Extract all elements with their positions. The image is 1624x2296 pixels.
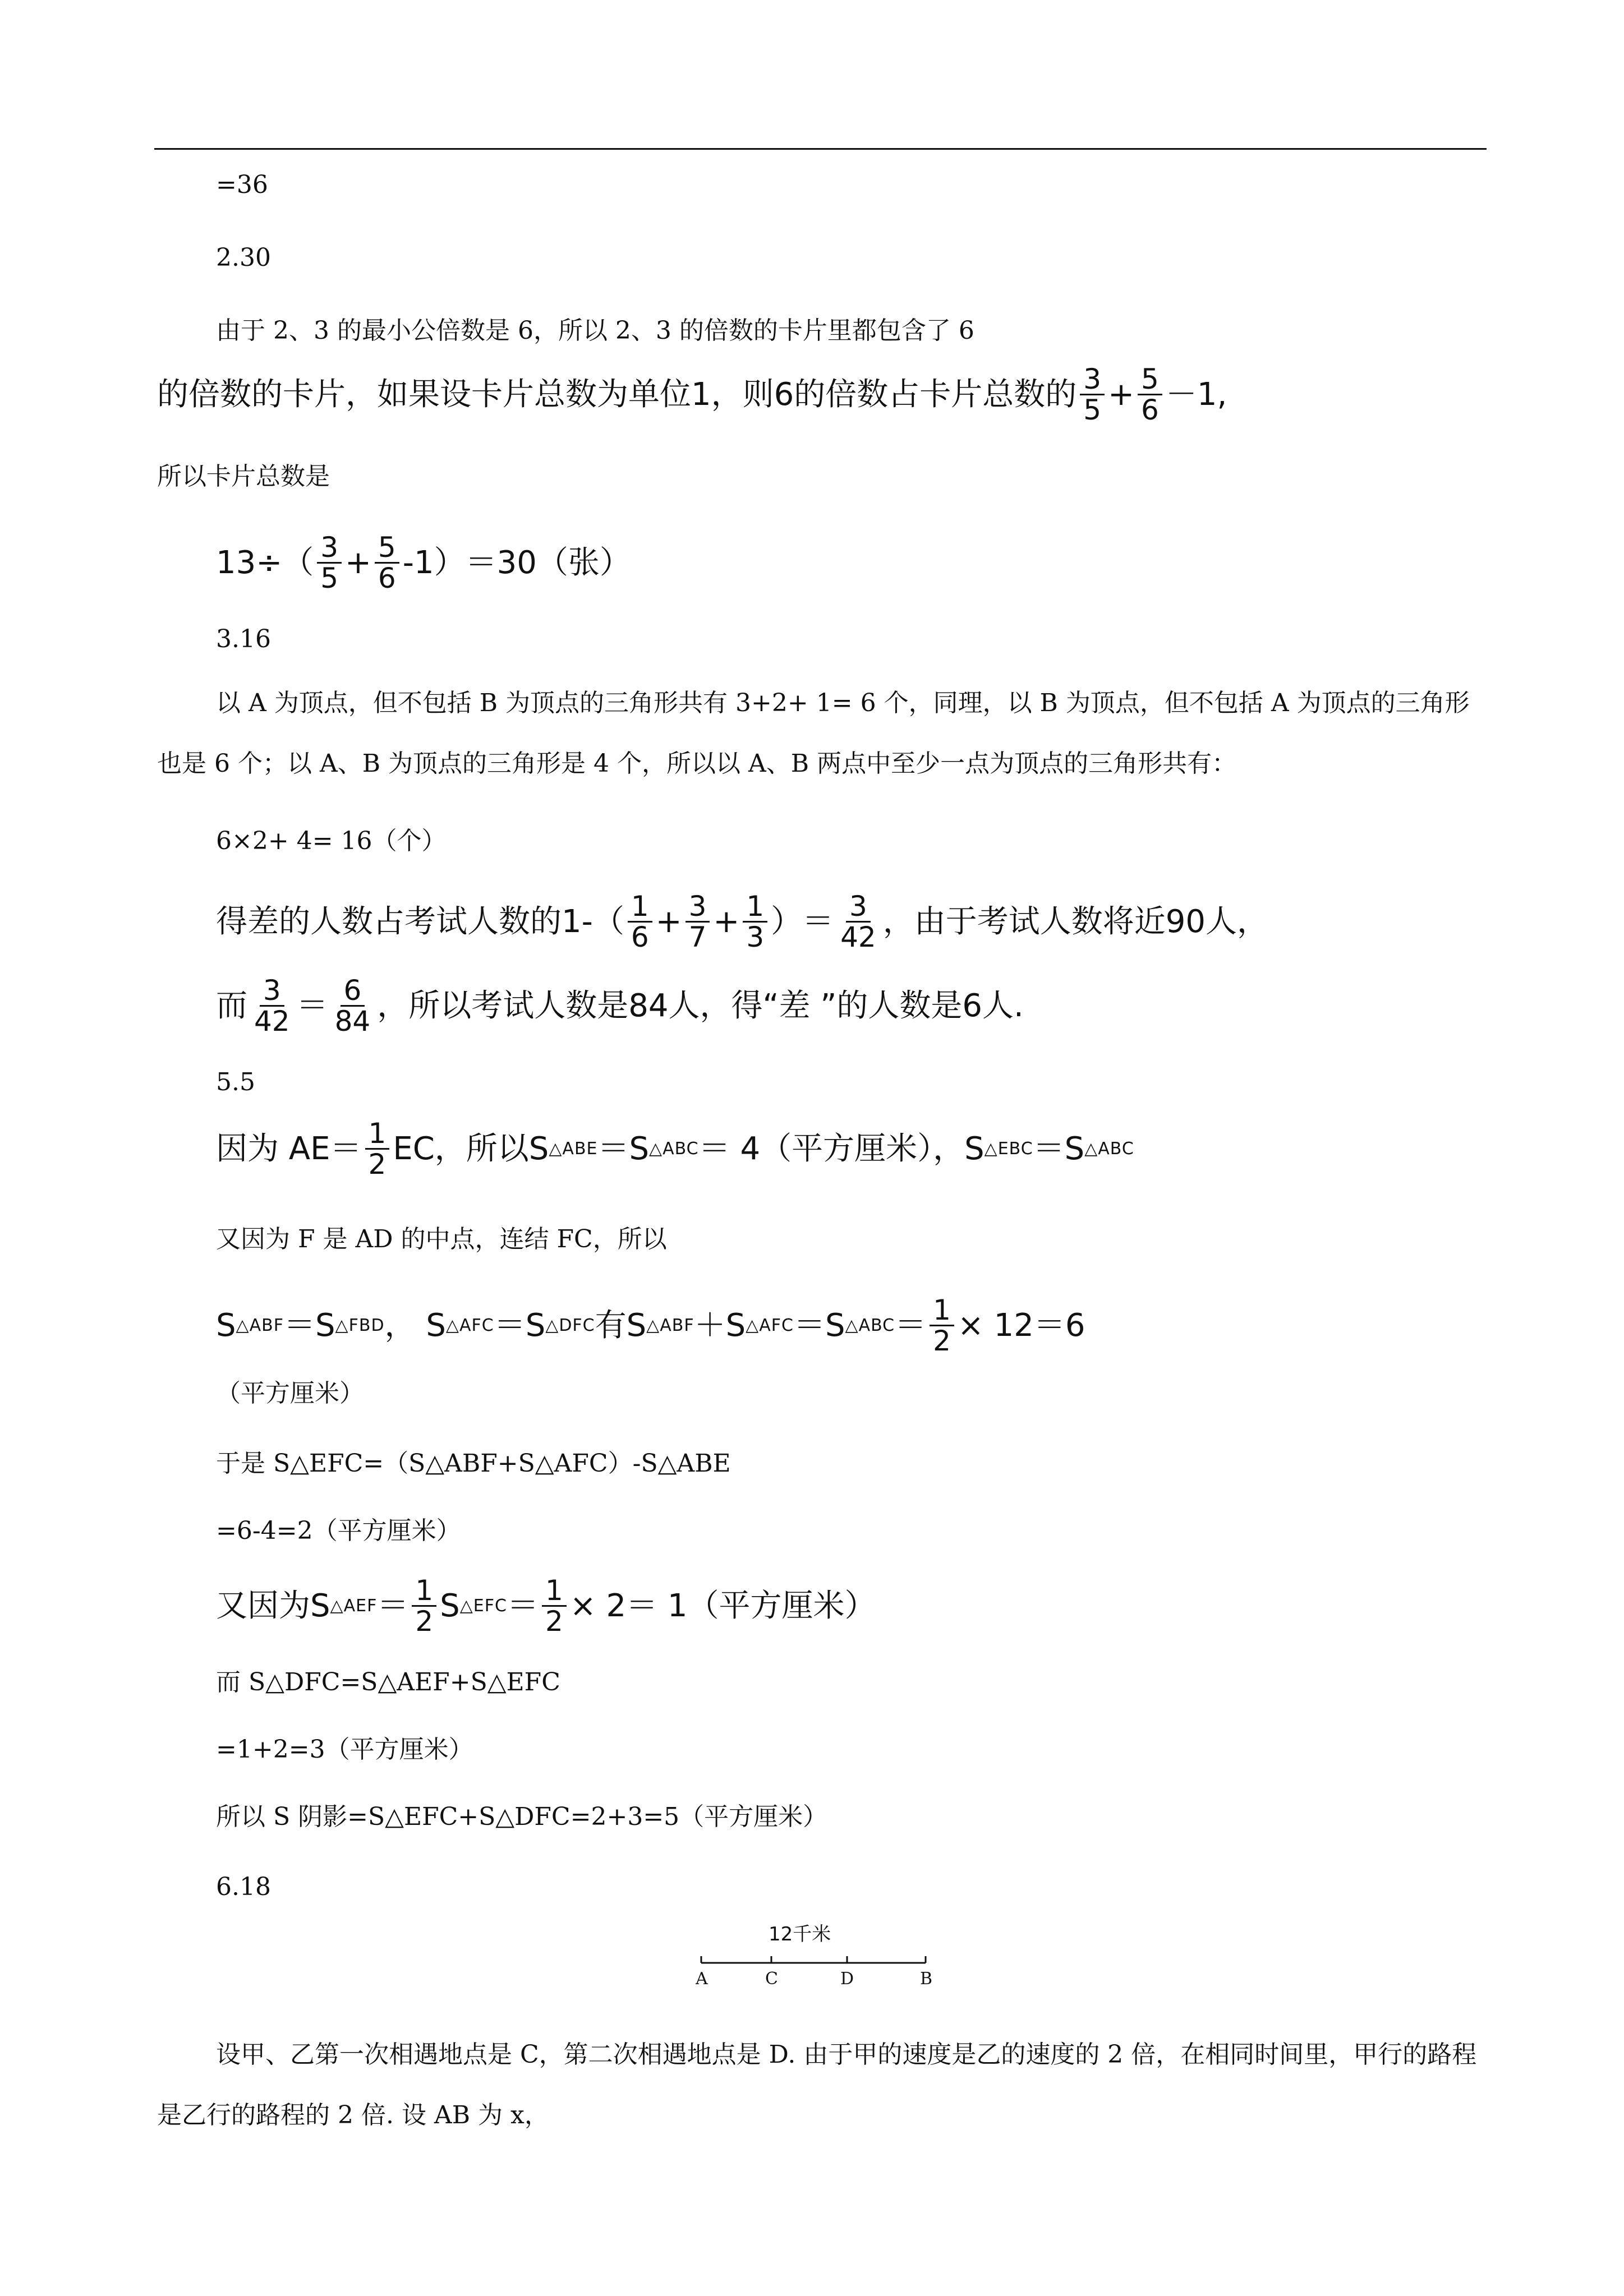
text-line: 于是 S△EFC=（S△ABF+S△AFC）-S△ABE [216, 1449, 731, 1478]
text-line: =6-4=2（平方厘米） [216, 1516, 461, 1545]
fraction: $\frac{1}{2}$ [542, 1576, 567, 1636]
answer-number: 6.18 [216, 1873, 271, 1901]
text-line: 由于 2、3 的最小公倍数是 6，所以 2、3 的倍数的卡片里都包含了 6 [216, 316, 974, 345]
equation-image-5: 因为 AE＝ $\frac{1}{2}$ EC，所以S △ABE ＝S △ABC ＝ 4（平方厘米），S △EBC ＝S △ABC [216, 1117, 1134, 1181]
paragraph: 设甲、乙第一次相遇地点是 C，第二次相遇地点是 D. 由于甲的速度是乙的速度的 2 倍，在相同时间里，甲行的路程是乙行的路程的 2 倍. 设 AB 为 x， [157, 2040, 1477, 2129]
equation-image-1: 的倍数的卡片，如果设卡片总数为单位1，则6的倍数占卡片总数的 $\frac{3}{5}$ + $\frac{5}{6}$ －1, [157, 363, 1227, 426]
fraction: $\frac{1}{2}$ [930, 1295, 954, 1356]
point-label-a: A [696, 1969, 708, 1989]
equation-image-4: 而 $\frac{3}{42}$ ＝ $\frac{6}{84}$ ，所以考试人数是84人，得“差 ”的人数是6人. [216, 974, 1024, 1038]
answer-number: 3.16 [216, 625, 271, 653]
answer-number: 2.30 [216, 243, 271, 272]
equation-image-6: S △ABF ＝S △FBD ， S △AFC ＝S △DFC 有S △ABF ＋S △AFC ＝S △ABC ＝ $\frac{1}{2}$ × 12＝6 [216, 1294, 1085, 1357]
equation-image-7: 又因为S △AEF ＝ $\frac{1}{2}$ S △EFC ＝ $\frac{1}{2}$ × 2＝ 1（平方厘米） [216, 1574, 876, 1638]
text-line: （平方厘米） [216, 1379, 364, 1408]
text-line: =36 [216, 170, 268, 199]
fraction: $\frac{6}{84}$ [334, 974, 371, 1038]
text-line: 而 S△DFC=S△AEF+S△EFC [216, 1668, 560, 1696]
fraction: $\frac{1}{2}$ [412, 1576, 436, 1636]
fraction: $\frac{3}{7}$ [686, 892, 710, 952]
text-line: 6×2+ 4= 16（个） [216, 827, 447, 855]
point-label-d: D [840, 1969, 854, 1989]
fraction: $\frac{3}{5}$ [317, 533, 342, 593]
fraction: $\frac{1}{2}$ [365, 1119, 390, 1179]
fraction: $\frac{3}{42}$ [840, 890, 876, 953]
text-line: 所以卡片总数是 [157, 462, 330, 491]
fraction: $\frac{5}{6}$ [375, 533, 399, 593]
equation-image-3: 得差的人数占考试人数的1-（ $\frac{1}{6}$ + $\frac{3}{7}$ + $\frac{1}{3}$ ）＝ $\frac{3}{42}$ ，由于考试人数将近90人， [216, 890, 1269, 953]
point-label-c: C [765, 1969, 778, 1989]
fraction: $\frac{1}{6}$ [628, 892, 652, 952]
equation-image-2: 13÷（ $\frac{3}{5}$ + $\frac{5}{6}$ -1）＝30（张） [216, 531, 631, 594]
paragraph: 以 A 为顶点，但不包括 B 为顶点的三角形共有 3+2+ 1= 6 个，同理，以 B 为顶点，但不包括 A 为顶点的三角形也是 6 个；以 A、B 为顶点的三角形是 4 个，所以以 A、B 两点中至少一点为顶点的三角形共有： [157, 689, 1470, 778]
text-line: =1+2=3（平方厘米） [216, 1735, 473, 1764]
distance-diagram [690, 1924, 948, 2002]
fraction: $\frac{3}{42}$ [254, 974, 290, 1038]
point-label-b: B [920, 1969, 933, 1989]
text-line: 所以 S 阴影=S△EFC+S△DFC=2+3=5（平方厘米） [216, 1802, 828, 1831]
text-line: 又因为 F 是 AD 的中点，连结 FC，所以 [216, 1225, 667, 1253]
fraction: $\frac{1}{3}$ [743, 892, 767, 952]
fraction: $\frac{5}{6}$ [1138, 365, 1162, 425]
fraction: $\frac{3}{5}$ [1080, 365, 1105, 425]
answer-number: 5.5 [216, 1068, 255, 1096]
header-rule [154, 148, 1487, 150]
distance-label: 12千米 [769, 1924, 831, 1945]
